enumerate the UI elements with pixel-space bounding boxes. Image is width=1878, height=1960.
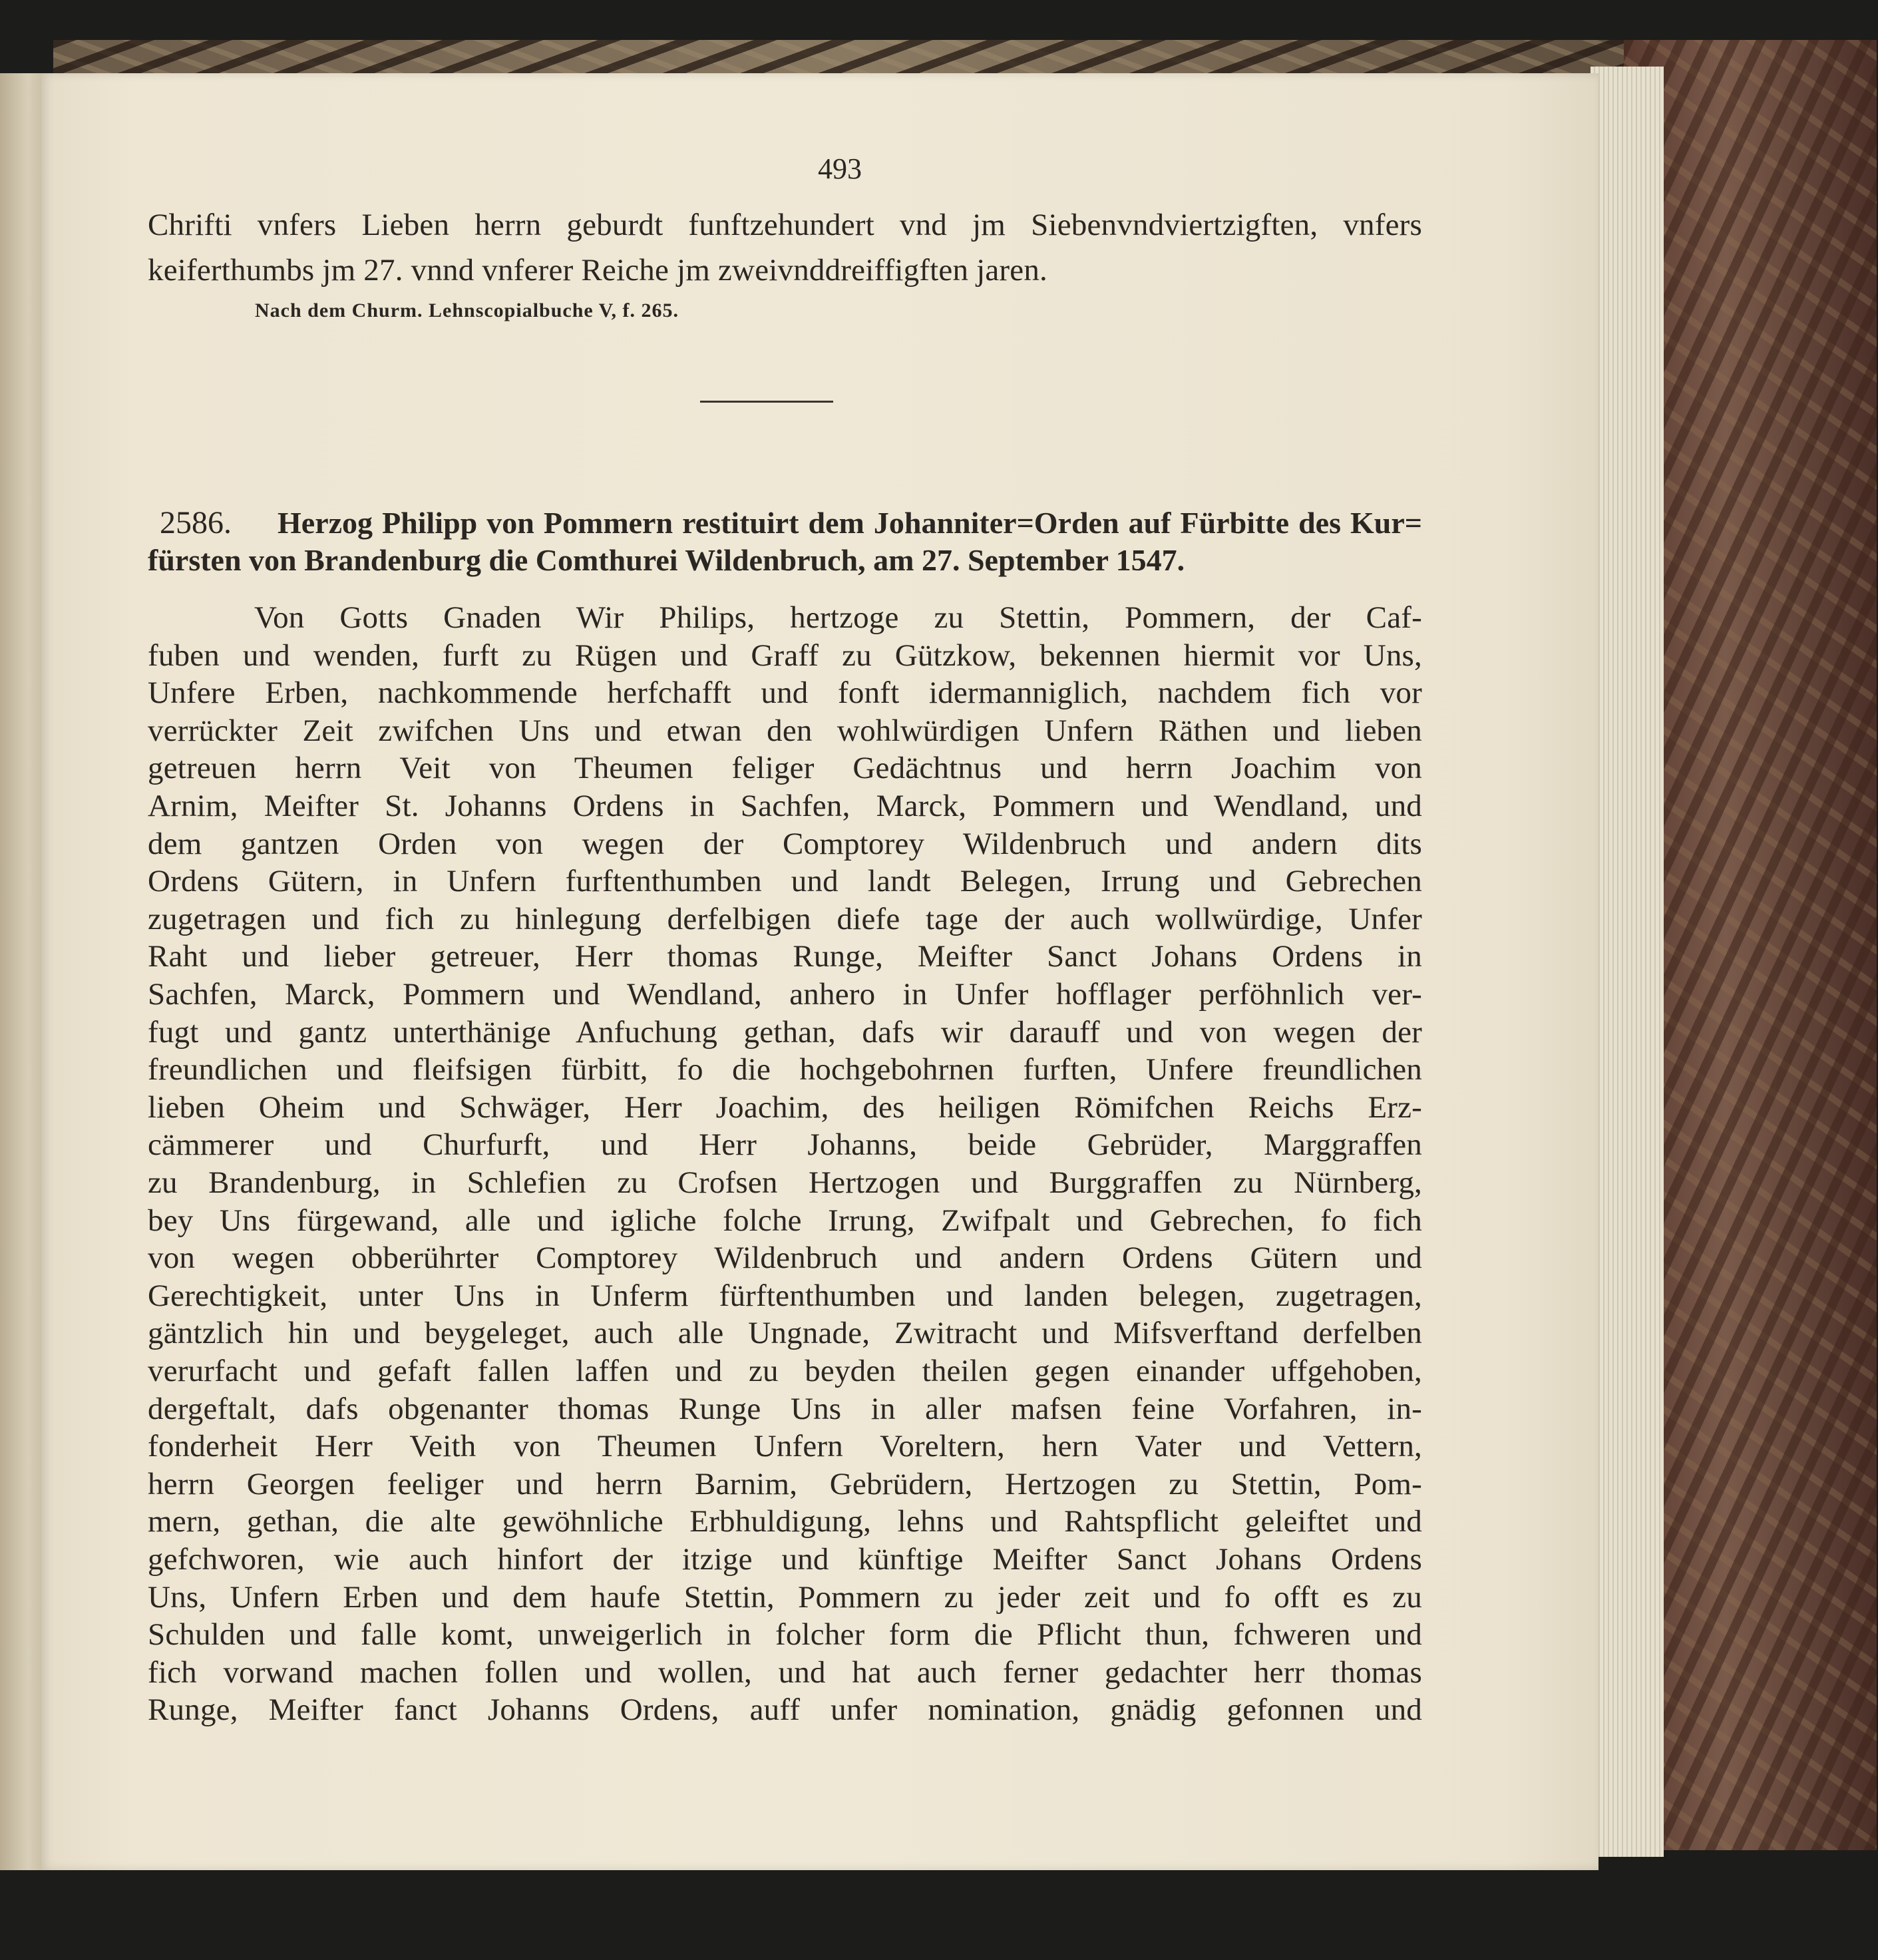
document-heading-line: Herzog Philipp von Pommern restituirt dem Johanniter=Orden auf Fürbitte des Kur= bbox=[278, 506, 1422, 540]
prev-text-line: keiferthumbs jm 27. vnnd vnferer Reiche jm zweivnddreiffigften jaren. bbox=[148, 253, 1047, 288]
body-text-line: Arnim, Meifter St. Johanns Ordens in Sachfen, Marck, Pommern und Wendland, und bbox=[148, 789, 1422, 823]
body-text-line: Uns, Unfern Erben und dem haufe Stettin, Pommern zu jeder zeit und fo offt es zu bbox=[148, 1579, 1422, 1615]
body-text-line: fich vorwand machen follen und wollen, und hat auch ferner gedachter herr thomas bbox=[148, 1655, 1422, 1690]
body-text-line: fonderheit Herr Veith von Theumen Unfern Voreltern, hern Vater und Vettern, bbox=[148, 1429, 1422, 1464]
body-text-line: Schulden und falle komt, unweigerlich in folcher form die Pflicht thun, fchweren und bbox=[148, 1617, 1422, 1653]
body-text-line: Runge, Meifter fanct Johanns Ordens, auff unfer nomination, gnädig gefonnen und bbox=[148, 1692, 1422, 1728]
body-text-line: getreuen herrn Veit von Theumen feliger Gedächtnus und herrn Joachim von bbox=[148, 751, 1422, 786]
previous-page-edge bbox=[0, 73, 47, 1870]
section-separator bbox=[700, 401, 833, 403]
body-text-line: bey Uns fürgewand, alle und igliche folche Irrung, Zwifpalt und Gebrechen, fo fich bbox=[148, 1203, 1422, 1238]
body-text-line: verrückter Zeit zwifchen Uns und etwan den wohlwürdigen Unfern Räthen und lieben bbox=[148, 713, 1422, 748]
document-heading-line: fürsten von Brandenburg die Comthurei Wildenbruch, am 27. September 1547. bbox=[148, 543, 1185, 577]
body-text-line: Ordens Gütern, in Unfern furftenthumben und landt Belegen, Irrung und Gebrechen bbox=[148, 864, 1422, 899]
body-text-line: lieben Oheim und Schwäger, Herr Joachim, des heiligen Römifchen Reichs Erz- bbox=[148, 1089, 1422, 1125]
page-edge-stack bbox=[1591, 67, 1664, 1857]
body-text-line: dergeftalt, dafs obgenanter thomas Runge Uns in aller mafsen feine Vorfahren, in- bbox=[148, 1391, 1422, 1426]
book-page bbox=[41, 73, 1598, 1870]
body-text-line: cämmerer und Churfurft, und Herr Johanns, beide Gebrüder, Marggraffen bbox=[148, 1127, 1422, 1163]
body-text-line: Gerechtigkeit, unter Uns in Unferm fürftenthumben und landen belegen, zugetragen, bbox=[148, 1278, 1422, 1313]
body-text-line: herrn Georgen feeliger und herrn Barnim, Gebrüdern, Hertzogen zu Stettin, Pom- bbox=[148, 1466, 1422, 1501]
body-text-line: Sachfen, Marck, Pommern und Wendland, anhero in Unfer hofflager perföhnlich ver- bbox=[148, 977, 1422, 1012]
body-text-line: fuben und wenden, furft zu Rügen und Graff zu Gützkow, bekennen hiermit vor Uns, bbox=[148, 638, 1422, 673]
body-text-line: Von Gotts Gnaden Wir Philips, hertzoge zu Stettin, Pommern, der Caf- bbox=[254, 600, 1422, 635]
body-text-line: fugt und gantz unterthänige Anfuchung gethan, dafs wir darauff und von wegen der bbox=[148, 1014, 1422, 1050]
body-text-line: zugetragen und fich zu hinlegung derfelbigen diefe tage der auch wollwürdige, Unfer bbox=[148, 901, 1422, 936]
body-text-line: Unfere Erben, nachkommende herfchafft und fonft idermanniglich, nachdem fich vor bbox=[148, 676, 1422, 711]
document-number: 2586. bbox=[160, 505, 232, 540]
prev-text-line: Chrifti vnfers Lieben herrn geburdt funftzehundert vnd jm Siebenvndviertzigften, vnfers bbox=[148, 208, 1422, 242]
body-text-line: Raht und lieber getreuer, Herr thomas Runge, Meifter Sanct Johans Ordens in bbox=[148, 939, 1422, 974]
body-text-line: gefchworen, wie auch hinfort der itzige und künftige Meifter Sanct Johans Ordens bbox=[148, 1542, 1422, 1577]
source-note: Nach dem Churm. Lehnscopialbuche V, f. 265. bbox=[255, 299, 679, 321]
body-text-line: verurfacht und gefaft fallen laffen und zu beyden theilen gegen einander uffgehoben, bbox=[148, 1354, 1422, 1388]
body-text-line: zu Brandenburg, in Schlefien zu Crofsen Hertzogen und Burggraffen zu Nürnberg, bbox=[148, 1165, 1422, 1200]
body-text-line: von wegen obberührter Comptorey Wildenbruch und andern Ordens Gütern und bbox=[148, 1241, 1422, 1276]
body-text-line: dem gantzen Orden von wegen der Comptorey Wildenbruch und andern dits bbox=[148, 826, 1422, 861]
page-number: 493 bbox=[818, 152, 862, 185]
body-text-line: gäntzlich hin und beygeleget, auch alle Ungnade, Zwitracht und Mifsverftand derfelben bbox=[148, 1316, 1422, 1351]
body-text-line: freundlichen und fleifsigen fürbitt, fo die hochgebohrnen furften, Unfere freundlichen bbox=[148, 1052, 1422, 1087]
body-text-line: mern, gethan, die alte gewöhnliche Erbhuldigung, lehns und Rahtspflicht geleiftet und bbox=[148, 1504, 1422, 1539]
